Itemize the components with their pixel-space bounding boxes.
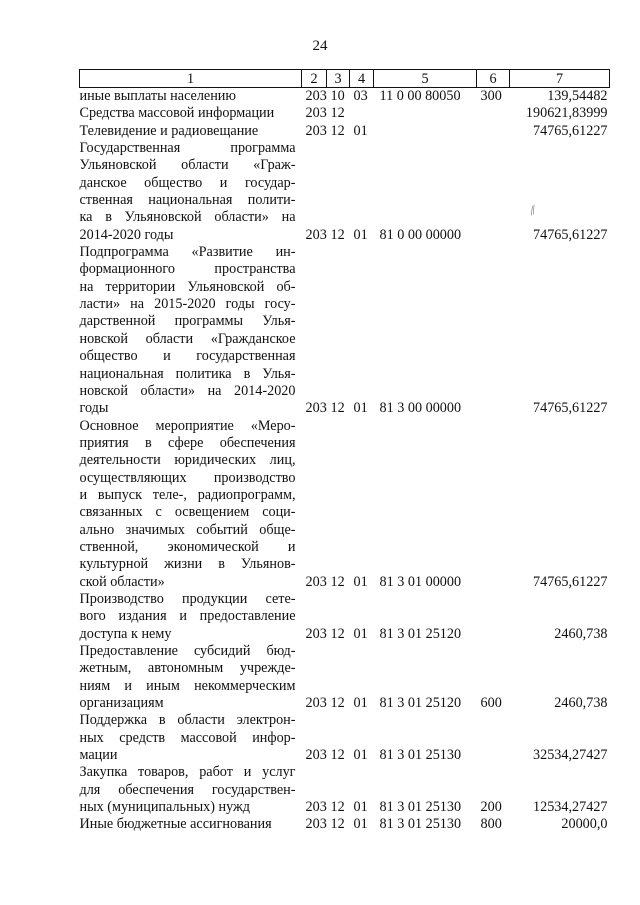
- row-name-line: связанных с освещением соци-: [79, 504, 296, 521]
- col-target-code: 81 3 01 00000: [379, 573, 462, 590]
- row-name-line: Производство продукции сете-: [79, 590, 296, 607]
- row-name-line: ных средств массовой инфор-: [79, 729, 296, 746]
- row-name: [80, 244, 302, 417]
- col-section: 203: [305, 105, 327, 122]
- col-amount: 2460,738: [554, 625, 608, 642]
- col-expense-type: [477, 105, 510, 122]
- col-item: 01: [353, 573, 368, 590]
- col-target-code: 81 3 00 00000: [379, 400, 462, 417]
- row-name-line: ка в Ульяновской области» на: [79, 209, 296, 226]
- col-section: 203: [305, 122, 327, 139]
- row-name-line: Подпрограмма «Развитие ин-: [79, 244, 296, 261]
- row-name: [80, 418, 302, 591]
- col-target-code: 81 3 01 25120: [379, 695, 462, 712]
- col-subsection: 12: [330, 695, 345, 712]
- row-name-line: Государственная программа: [79, 140, 296, 157]
- col-amount: 74765,61227: [533, 400, 608, 417]
- col-expense-type: [477, 591, 510, 643]
- col-section: 203: [305, 88, 327, 104]
- col-target-code: 11 0 00 80050: [379, 88, 461, 104]
- header-col-1: 1: [80, 70, 302, 88]
- row-name-line: ственная национальная полити-: [79, 192, 296, 209]
- col-section: 203: [305, 625, 327, 642]
- col-section: 203: [305, 573, 327, 590]
- row-name-line: данское общество и государ-: [79, 174, 296, 191]
- row-name-line: ской области»: [79, 573, 165, 590]
- col-amount: 74765,61227: [533, 122, 608, 139]
- col-target-code: 81 3 01 25130: [379, 747, 462, 764]
- col-amount: 139,54482: [547, 88, 608, 104]
- table-row: [80, 105, 610, 122]
- col-subsection: 12: [330, 799, 345, 816]
- scan-mark: ⁄⁄: [527, 203, 538, 218]
- col-expense-type: 800: [480, 816, 502, 833]
- col-target-code: 81 3 01 25130: [379, 816, 462, 833]
- col-expense-type: [477, 140, 510, 244]
- row-name: [80, 764, 302, 816]
- row-name-line: осуществляющих производство: [79, 469, 296, 486]
- table-header: [80, 70, 610, 88]
- col-target-code: [374, 123, 477, 140]
- row-name-line: жетным, автономным учрежде-: [79, 660, 296, 677]
- col-amount: 74765,61227: [533, 226, 608, 243]
- row-name-line: для обеспечения государствен-: [79, 781, 296, 798]
- col-target-code: 81 0 00 00000: [379, 226, 462, 243]
- row-name-line: Основное мероприятие «Меро-: [79, 417, 296, 434]
- row-name-line: деятельности юридических лиц,: [79, 452, 296, 469]
- row-name: [80, 140, 302, 244]
- row-name: [80, 591, 302, 643]
- col-section: 203: [305, 695, 327, 712]
- row-name-line: Иные бюджетные ассигнования: [79, 816, 272, 833]
- col-subsection: 10: [330, 88, 345, 104]
- col-expense-type: [477, 418, 510, 591]
- row-name-line: Закупка товаров, работ и услуг: [79, 764, 296, 781]
- row-name-line: новской области «Гражданское: [79, 330, 296, 347]
- row-name: [80, 712, 302, 764]
- row-name-line: приятия в сфере обеспечения: [79, 434, 296, 451]
- col-section: 203: [305, 816, 327, 833]
- row-name-line: ально значимых событий обще-: [79, 521, 296, 538]
- header-row: [80, 70, 610, 88]
- col-expense-type: [477, 244, 510, 417]
- table-row: [80, 418, 610, 591]
- col-item: 01: [353, 122, 368, 139]
- col-subsection: 12: [330, 625, 345, 642]
- col-target-code: 81 3 01 25120: [379, 625, 462, 642]
- col-amount: 190621,83999: [525, 105, 608, 122]
- col-item: 01: [353, 816, 368, 833]
- col-target-code: 81 3 01 25130: [379, 799, 462, 816]
- row-name-line: ственной, экономической и: [79, 538, 296, 555]
- col-amount: 12534,27427: [533, 799, 608, 816]
- col-subsection: 12: [330, 105, 345, 122]
- row-name-line: организациям: [79, 695, 164, 712]
- col-subsection: 12: [330, 747, 345, 764]
- col-subsection: 12: [330, 573, 345, 590]
- row-name-line: ных (муниципальных) нужд: [79, 799, 251, 816]
- col-subsection: 12: [330, 226, 345, 243]
- row-name-line: мации: [79, 747, 118, 764]
- table-row: [80, 816, 610, 833]
- col-amount: 32534,27427: [533, 747, 608, 764]
- row-name-line: доступа к нему: [79, 625, 172, 642]
- col-target-code: [374, 105, 477, 122]
- row-name-line: иные выплаты населению: [79, 88, 236, 104]
- col-item: 01: [353, 747, 368, 764]
- row-name-line: и выпуск теле-, радиопрограмм,: [79, 486, 296, 503]
- col-item: 01: [353, 799, 368, 816]
- row-name: [80, 105, 302, 122]
- header-col-6: 6: [477, 70, 510, 88]
- col-item: 03: [353, 88, 368, 104]
- row-name-line: Телевидение и радиовещание: [79, 122, 259, 139]
- row-name: [80, 816, 302, 833]
- row-name: [80, 88, 302, 106]
- row-name-line: Поддержка в области электрон-: [79, 712, 296, 729]
- page-number: 24: [312, 38, 328, 54]
- row-name-line: на территории Ульяновской об-: [79, 278, 296, 295]
- table-body: [80, 88, 610, 834]
- col-section: 203: [305, 747, 327, 764]
- header-col-2: 2: [302, 70, 327, 88]
- row-name-line: новской области» на 2014-2020: [79, 382, 296, 399]
- row-name: [80, 643, 302, 712]
- row-name-line: Ульяновской области «Граж-: [79, 157, 296, 174]
- col-amount: 74765,61227: [533, 573, 608, 590]
- row-name-line: Средства массовой информации: [79, 105, 275, 122]
- col-item: 01: [353, 400, 368, 417]
- header-col-7: 7: [510, 70, 610, 88]
- col-expense-type: [477, 123, 510, 140]
- row-name: [80, 123, 302, 140]
- col-section: 203: [305, 799, 327, 816]
- table-row: [80, 140, 610, 244]
- col-expense-type: 600: [480, 695, 502, 712]
- col-expense-type: [477, 712, 510, 764]
- col-section: 203: [305, 400, 327, 417]
- table-row: [80, 123, 610, 140]
- row-name-line: общество и государственная: [79, 348, 296, 365]
- row-name-line: ниям и иным некоммерческим: [79, 677, 296, 694]
- col-subsection: 12: [330, 122, 345, 139]
- col-item: 01: [353, 226, 368, 243]
- col-item: 01: [353, 695, 368, 712]
- row-name-line: 2014-2020 годы: [79, 226, 174, 243]
- row-name-line: культурной жизни в Ульянов-: [79, 556, 296, 573]
- col-subsection: 12: [330, 816, 345, 833]
- row-name-line: Предоставление субсидий бюд-: [79, 643, 296, 659]
- col-item: 01: [353, 625, 368, 642]
- table-row: [80, 712, 610, 764]
- table-row: [80, 643, 610, 712]
- header-col-3: 3: [327, 70, 350, 88]
- row-name-line: годы: [79, 400, 109, 417]
- col-amount: 2460,738: [554, 695, 608, 712]
- row-name-line: национальная политика в Улья-: [79, 365, 296, 382]
- col-item: [350, 105, 374, 122]
- budget-table: [79, 69, 610, 834]
- row-name-line: вого издания и предоставление: [79, 608, 296, 625]
- table-row: [80, 88, 610, 106]
- col-section: 203: [305, 226, 327, 243]
- table-row: [80, 764, 610, 816]
- row-name-line: дарственной программы Улья-: [79, 313, 296, 330]
- col-expense-type: 200: [480, 799, 502, 816]
- row-name-line: ласти» на 2015-2020 годы госу-: [79, 296, 296, 313]
- table-row: [80, 591, 610, 643]
- header-col-4: 4: [350, 70, 374, 88]
- table-row: [80, 244, 610, 417]
- row-name-line: формационного пространства: [79, 261, 296, 278]
- col-expense-type: 300: [480, 88, 502, 104]
- col-amount: 20000,0: [561, 816, 608, 833]
- header-col-5: 5: [374, 70, 477, 88]
- col-subsection: 12: [330, 400, 345, 417]
